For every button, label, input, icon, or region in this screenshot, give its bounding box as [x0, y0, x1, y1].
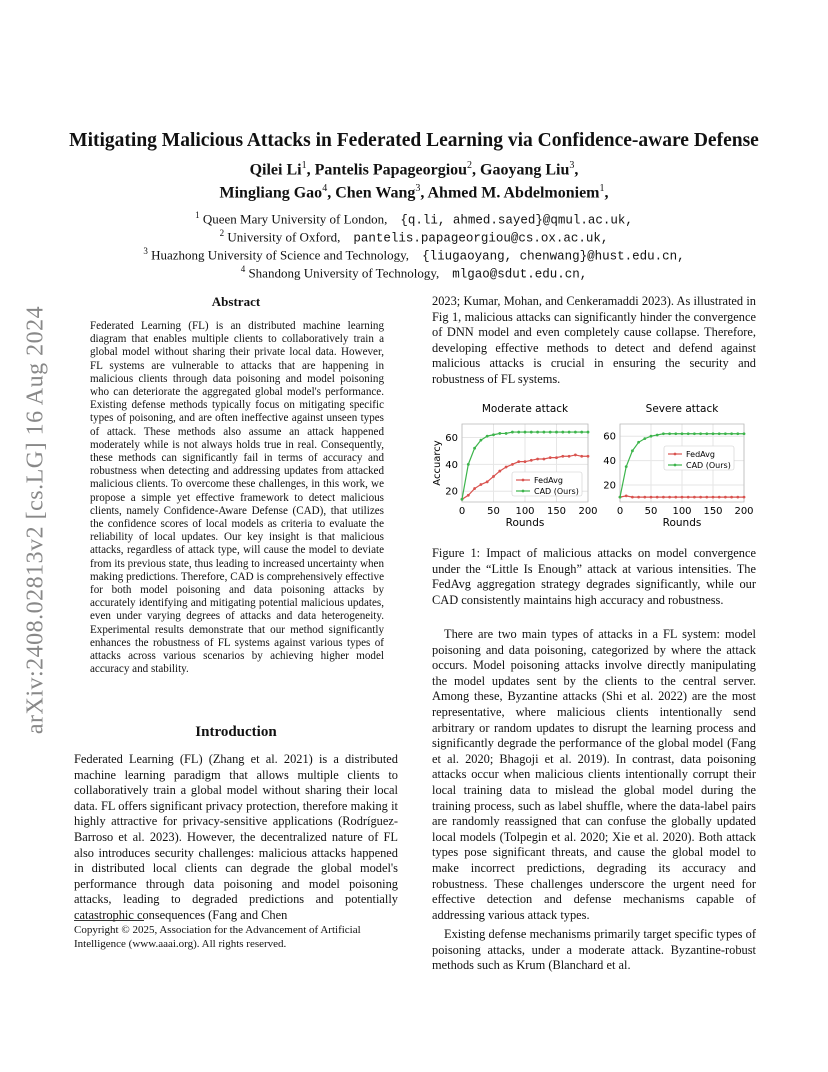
- legend-marker: [674, 453, 677, 456]
- data-point: [587, 455, 590, 458]
- data-point: [656, 496, 659, 499]
- data-point: [543, 458, 546, 461]
- author-name: Pantelis Papageorgiou: [314, 161, 468, 179]
- data-point: [580, 455, 583, 458]
- affiliation: $^4$ Shandong University of Technology, mlgao@sdut.edu.cn,: [240, 264, 588, 282]
- affiliation: $^2$ University of Oxford, pantelis.papageorgiou@cs.ox.ac.uk,: [219, 228, 609, 246]
- data-point: [524, 431, 527, 434]
- data-point: [473, 487, 476, 490]
- data-point: [625, 465, 628, 468]
- x-tick-label: 50: [487, 506, 500, 517]
- x-tick-label: 100: [515, 506, 535, 517]
- legend-marker: [522, 490, 525, 493]
- figure-caption: Figure 1: Impact of malicious attacks on model convergence under the “Little Is Enough” attack at various intensities. The FedAvg aggregation strategy degrades significantly, while our CAD consistently maintains high accuracy and robustness.: [432, 546, 756, 607]
- body-paragraph: Existing defense mechanisms primarily target specific types of poisoning attacks, under a moderate attack. Byzantine-robust methods such as Krum (Blanchard et al.: [432, 927, 756, 973]
- email[interactable]: {q.li, ahmed.sayed}@qmul.ac.uk,: [400, 213, 633, 228]
- data-point: [536, 458, 539, 461]
- y-tick-label: 20: [445, 486, 458, 498]
- data-point: [743, 496, 746, 499]
- x-tick-label: 0: [458, 506, 466, 517]
- copyright-notice: Copyright © 2025, Association for the Advancement of Artificial Intelligence (www.aaai.org). All rights reserved.: [74, 924, 361, 950]
- data-point: [561, 455, 564, 458]
- data-point: [743, 432, 746, 435]
- data-point: [530, 431, 533, 434]
- x-axis-label: Rounds: [505, 517, 545, 529]
- data-point: [498, 432, 501, 435]
- x-tick-label: 150: [546, 506, 567, 517]
- arxiv-sidebar: [14, 240, 58, 800]
- data-point: [699, 432, 702, 435]
- data-point: [656, 434, 659, 437]
- data-point: [511, 431, 514, 434]
- author-name: Qilei Li: [249, 161, 302, 179]
- legend-label: FedAvg: [534, 476, 563, 485]
- chart-title: Moderate attack: [481, 403, 569, 415]
- data-point: [467, 463, 470, 466]
- figure-1-charts: [432, 398, 756, 538]
- arxiv-id: arXiv:2408.02813v2 [cs.LG] 16 Aug 2024: [22, 305, 49, 735]
- data-point: [555, 431, 558, 434]
- legend-label: FedAvg: [686, 450, 715, 459]
- data-point: [492, 475, 495, 478]
- data-point: [568, 455, 571, 458]
- data-point: [473, 447, 476, 450]
- legend-label: CAD (Ours): [534, 487, 579, 496]
- legend-marker: [522, 479, 525, 482]
- x-tick-label: 200: [578, 506, 598, 517]
- author-name: Mingliang Gao: [219, 184, 323, 202]
- introduction-paragraph: Federated Learning (FL) (Zhang et al. 2021) is a distributed machine learning paradigm that allows multiple clients to collaboratively train a global model without sharing their local data. FL offers significant privacy protection, therefore making it highly attractive for privacy-sensitive applications (Rodríguez-Barroso et al. 2023). However, the decentralized nature of FL also introduces security challenges: malicious attacks happened in distributed local clients can degrade the global model's performance through data poisoning and model poisoning attacks, leading to degraded predictions and potentially catastrophic consequences (Fang and Chen: [74, 752, 398, 922]
- data-point: [650, 435, 653, 438]
- data-point: [536, 431, 539, 434]
- y-tick-label: 60: [445, 432, 458, 444]
- affiliation: $^1$ Queen Mary University of London, {q.li, ahmed.sayed}@qmul.ac.uk,: [195, 210, 633, 228]
- data-point: [674, 496, 677, 499]
- affiliation: $^3$ Huazhong University of Science and Technology, {liugaoyang, chenwang}@hust.edu.cn,: [143, 246, 685, 264]
- x-tick-label: 0: [616, 506, 624, 517]
- x-tick-label: 50: [644, 506, 658, 517]
- body-paragraph: There are two main types of attacks in a FL system: model poisoning and data poisoning, categorized by where the attack occurs. Model poisoning attacks involve directly manipulating the model updates sent by the clients to the central server. Among these, Byzantine attacks (Shi et al. 2022) are the most representative, where malicious clients intentionally send arbitrary or random updates to disrupt the learning process and significantly degrade the performance of the global model (Fang et al. 2020; Bhagoji et al. 2019). In contrast, data poisoning attacks occur when malicious clients intentionally corrupt their local training data to mislead the global model during the training process, such as label shuffle, where the data-label pairs are randomly reassigned that can confuse the globally updated local models (Tolpegin et al. 2020; Xie et al. 2020). Both attack types pose significant threats, and cause the global model to make incorrect predictions, degrading its accuracy and robustness. These challenges underscore the urgent need for effective detection and defense mechanisms capable of addressing various attack types.: [432, 627, 756, 922]
- data-point: [549, 456, 552, 459]
- legend-label: CAD (Ours): [686, 461, 731, 470]
- introduction-heading: Introduction: [195, 724, 277, 740]
- chart-title: Severe attack: [645, 403, 719, 415]
- data-point: [681, 432, 684, 435]
- data-point: [587, 431, 590, 434]
- data-point: [561, 431, 564, 434]
- data-point: [712, 496, 715, 499]
- data-point: [724, 432, 727, 435]
- email[interactable]: {liugaoyang, chenwang}@hust.edu.cn,: [422, 249, 685, 264]
- author-name: Gaoyang Liu: [480, 161, 570, 179]
- abstract-heading: Abstract: [211, 294, 261, 309]
- data-point: [650, 496, 653, 499]
- data-point: [486, 480, 489, 483]
- data-point: [705, 432, 708, 435]
- author-line-2: Mingliang Gao$^4$, Chen Wang$^3$, Ahmed M. Abdelmoniem$^1$,: [219, 183, 609, 202]
- email[interactable]: mlgao@sdut.edu.cn,: [452, 267, 588, 282]
- y-tick-label: 40: [445, 459, 458, 471]
- data-point: [674, 432, 677, 435]
- data-point: [668, 496, 671, 499]
- data-point: [643, 437, 646, 440]
- data-point: [687, 496, 690, 499]
- data-point: [668, 432, 671, 435]
- data-point: [461, 498, 464, 501]
- data-point: [687, 432, 690, 435]
- data-point: [637, 496, 640, 499]
- data-point: [574, 454, 577, 457]
- paper-title: Mitigating Malicious Attacks in Federated Learning via Confidence-aware Defense: [69, 130, 759, 151]
- author-name: Chen Wang: [335, 184, 416, 202]
- data-point: [631, 496, 634, 499]
- data-point: [568, 431, 571, 434]
- right-column-body: [432, 627, 756, 978]
- data-point: [625, 495, 628, 498]
- data-point: [693, 496, 696, 499]
- data-point: [718, 496, 721, 499]
- data-point: [643, 496, 646, 499]
- y-tick-label: 20: [603, 480, 616, 492]
- email[interactable]: pantelis.papageorgiou@cs.ox.ac.uk,: [353, 231, 609, 246]
- data-point: [662, 496, 665, 499]
- data-point: [517, 431, 520, 434]
- data-point: [580, 431, 583, 434]
- data-point: [736, 432, 739, 435]
- data-point: [543, 431, 546, 434]
- data-point: [718, 432, 721, 435]
- data-point: [699, 496, 702, 499]
- data-point: [574, 431, 577, 434]
- data-point: [467, 494, 470, 497]
- author-name: Ahmed M. Abdelmoniem: [427, 184, 600, 202]
- y-tick-label: 60: [603, 431, 616, 443]
- data-point: [486, 435, 489, 438]
- x-tick-label: 200: [734, 506, 754, 517]
- data-point: [480, 483, 483, 486]
- data-point: [705, 496, 708, 499]
- data-point: [555, 456, 558, 459]
- abstract-text: Federated Learning (FL) is an distributed machine learning diagram that enables multiple clients to collaboratively train a global model without sharing their private local data. However, FL systems are vulnerable to attacks that are happening in malicious clients through data poisoning and model poisoning who can deteriorate the aggregated global model's performance. Existing defense methods typically focus on mitigating specific types of poisoning, and are often ineffective against unseen types of attack. These methods also assume an attack happened moderately while is not always holds true in real. Consequently, these methods can significantly fail in terms of accuracy and robustness when detecting and addressing updates from attacked malicious clients. To overcome these challenges, in this work, we propose a simple yet effective framework to detect malicious clients, namely Confidence-Aware Defense (CAD), that utilizes the confidence scores of local models as criteria to evaluate the reliability of local updates. Our key insight is that malicious attacks, regardless of attack type, will cause the model to deviate from its previous state, thus leading to increased uncertainty when making predictions. Therefore, CAD is comprehensively effective for both model poisoning and data poisoning attacks by accurately identifying and mitigating potential malicious updates, even under varying degrees of attacks and data heterogeneity. Experimental results demonstrate that our method significantly enhances the robustness of FL systems against various types of attacks across various scenarios by achieving higher model accuracy and stability.: [90, 320, 384, 676]
- data-point: [662, 432, 665, 435]
- data-point: [693, 432, 696, 435]
- data-point: [530, 459, 533, 462]
- y-tick-label: 40: [603, 456, 616, 468]
- data-point: [480, 439, 483, 442]
- y-axis-label: Accuarcy: [432, 440, 443, 486]
- data-point: [637, 441, 640, 444]
- data-point: [736, 496, 739, 499]
- data-point: [505, 466, 508, 469]
- footnote-rule: [74, 920, 144, 921]
- data-point: [517, 460, 520, 463]
- data-point: [619, 496, 622, 499]
- data-point: [549, 431, 552, 434]
- x-tick-label: 100: [672, 506, 692, 517]
- legend-marker: [674, 464, 677, 467]
- x-tick-label: 150: [703, 506, 723, 517]
- data-point: [511, 463, 514, 466]
- data-point: [492, 433, 495, 436]
- data-point: [712, 432, 715, 435]
- right-column-paragraph: 2023; Kumar, Mohan, and Cenkeramaddi 2023). As illustrated in Fig 1, malicious attacks can significantly hinder the convergence of DNN model and even completely cause collapse. Therefore, developing effective methods to detect and defend against malicious attacks is crucial in ensuring the security and robustness of FL systems.: [432, 294, 756, 386]
- data-point: [631, 449, 634, 452]
- data-point: [724, 496, 727, 499]
- data-point: [505, 432, 508, 435]
- data-point: [730, 496, 733, 499]
- data-point: [730, 432, 733, 435]
- data-point: [681, 496, 684, 499]
- data-point: [524, 460, 527, 463]
- data-point: [498, 470, 501, 473]
- author-line-1: Qilei Li$^1$, Pantelis Papageorgiou$^2$, Gaoyang Liu$^3$,: [249, 160, 579, 179]
- x-axis-label: Rounds: [662, 517, 702, 529]
